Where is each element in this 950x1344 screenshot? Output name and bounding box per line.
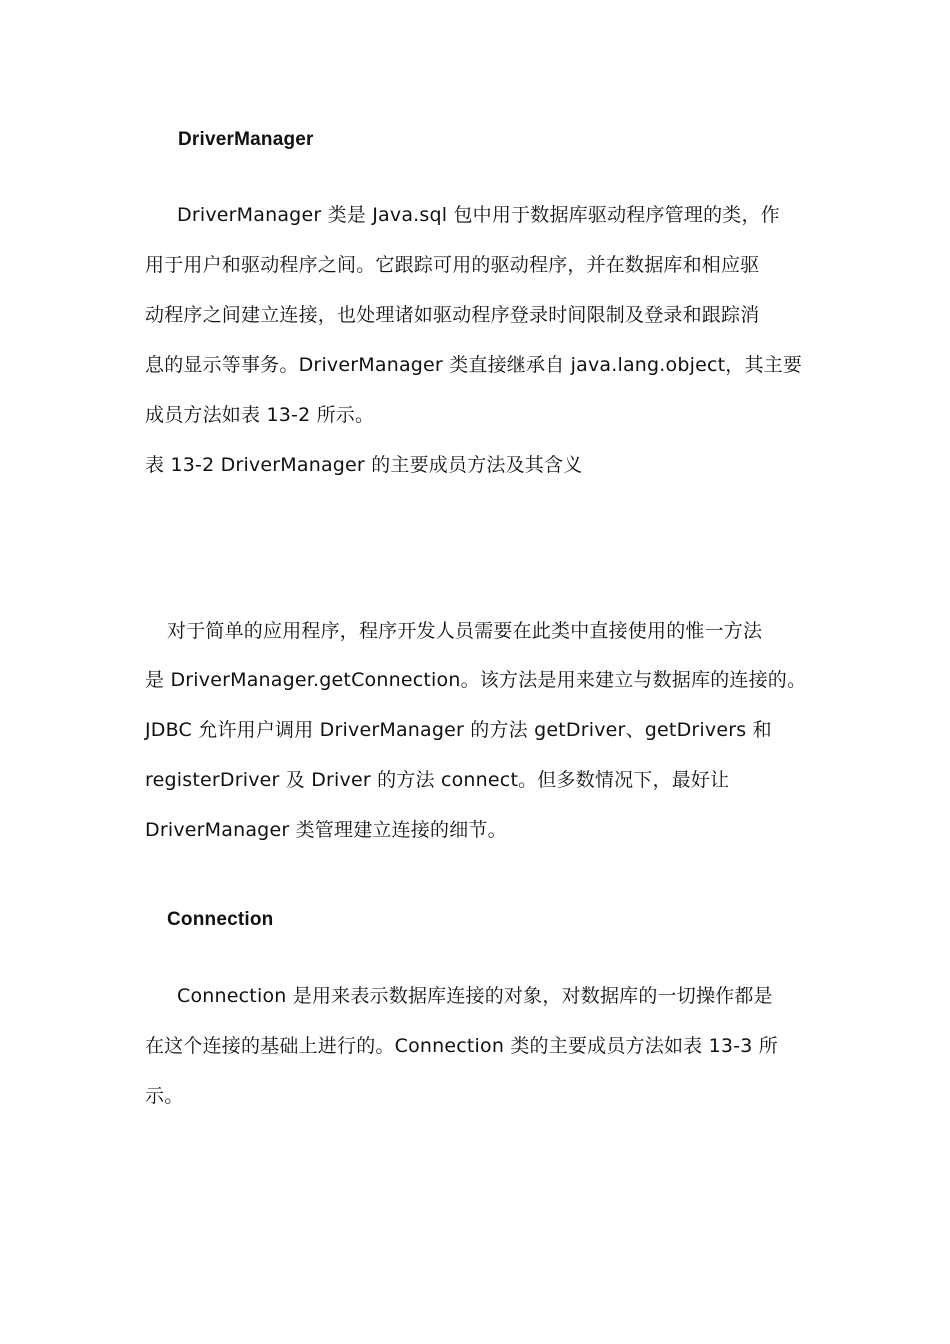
section-heading-drivermanager: DriverManager	[178, 129, 314, 150]
paragraph-line: 在这个连接的基础上进行的。Connection 类的主要成员方法如表 13-3 所	[145, 1035, 778, 1057]
paragraph-line: 用于用户和驱动程序之间。它跟踪可用的驱动程序，并在数据库和相应驱	[145, 254, 760, 276]
paragraph-line: DriverManager 类是 Java.sql 包中用于数据库驱动程序管理的类，作	[177, 204, 780, 226]
paragraph-line: registerDriver 及 Driver 的方法 connect。但多数情况下，最好让	[145, 769, 730, 791]
paragraph-line: JDBC 允许用户调用 DriverManager 的方法 getDriver、getDrivers 和	[145, 719, 772, 741]
paragraph-line: Connection 是用来表示数据库连接的对象，对数据库的一切操作都是	[177, 985, 773, 1007]
paragraph-line: 息的显示等事务。DriverManager 类直接继承自 java.lang.object，其主要	[145, 354, 803, 376]
paragraph-line: 示。	[145, 1085, 184, 1107]
paragraph-line: 是 DriverManager.getConnection。该方法是用来建立与数据库的连接的。	[145, 669, 807, 691]
paragraph-line: DriverManager 类管理建立连接的细节。	[145, 819, 507, 841]
table-caption: 表 13-2 DriverManager 的主要成员方法及其含义	[145, 454, 583, 476]
paragraph-line: 动程序之间建立连接，也处理诸如驱动程序登录时间限制及登录和跟踪消	[145, 304, 760, 326]
section-heading-connection: Connection	[167, 909, 274, 930]
paragraph-line: 对于简单的应用程序，程序开发人员需要在此类中直接使用的惟一方法	[167, 620, 763, 642]
paragraph-line: 成员方法如表 13-2 所示。	[145, 404, 375, 426]
